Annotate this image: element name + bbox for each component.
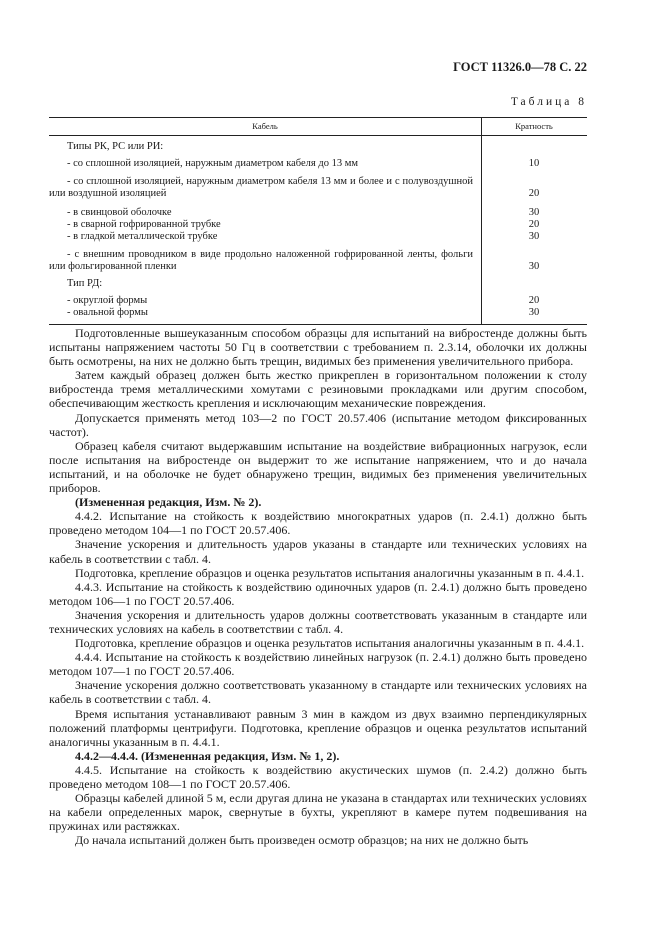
row-value: 30 <box>528 307 540 318</box>
row-value: 30 <box>528 261 540 272</box>
paragraph: Время испытания устанавливают равным 3 мин в каждом из двух взаимно перпендикулярных положений платформы центрифуги. Подготовка, крепление образцов и оценка результатов испытаний аналогичны указанным в п. 4.4.1. <box>49 706 587 749</box>
row-label: - овальной формы <box>67 307 148 318</box>
column-header-krat: Кратность <box>515 121 553 131</box>
paragraph: Подготовка, крепление образцов и оценка результатов испытания аналогичны указанным в п. 4.4.1. <box>75 565 585 580</box>
row-value: 10 <box>528 158 540 169</box>
paragraph: 4.4.3. Испытание на стойкость к воздействию одиночных ударов (п. 2.4.1) должно быть проведено методом 106—1 по ГОСТ 20.57.406. <box>49 579 587 608</box>
paragraph: Значение ускорения и длительность ударов указаны в стандарте или технических условиях на кабель в соответствии с табл. 4. <box>49 537 587 566</box>
paragraph: Образцы кабелей длиной 5 м, если другая длина не указана в стандартах или технических условиях на кабели определенных марок, свернутые в бухты, укрепляют в камере путем подвешивания на пружинах или растяжках. <box>49 791 587 834</box>
row-value: 30 <box>528 207 540 218</box>
paragraph: 4.4.5. Испытание на стойкость к воздействию акустических шумов (п. 2.4.2) должно быть проведено методом 108—1 по ГОСТ 20.57.406. <box>49 762 587 791</box>
row-value: 30 <box>528 231 540 242</box>
table-8 <box>49 117 587 325</box>
row-label: - в сварной гофрированной трубке <box>67 219 221 230</box>
row-label: - в гладкой металлической трубке <box>67 231 218 242</box>
row-value: 20 <box>528 188 540 199</box>
body-text <box>49 326 587 847</box>
row-value: 20 <box>528 295 540 306</box>
row-label: - в свинцовой оболочке <box>67 207 172 218</box>
paragraph: Подготовка, крепление образцов и оценка результатов испытания аналогичны указанным в п. 4.4.1. <box>75 636 585 651</box>
page-header: ГОСТ 11326.0—78 С. 22 <box>453 60 587 74</box>
paragraph: До начала испытаний должен быть произведен осмотр образцов; на них не должно быть <box>75 833 529 848</box>
row-value: 20 <box>528 219 540 230</box>
row-label: - со сплошной изоляцией, наружным диаметром кабеля до 13 мм <box>67 158 358 169</box>
paragraph: Подготовленные вышеуказанным способом образцы для испытаний на вибростенде должны быть испытаны напряжением частоты 50 Гц в соответствии с требованием п. 2.3.14, оболочки их должны быть осмотрены, на них не должно быть трещин, видимых без применения увеличительного прибора. <box>49 326 587 369</box>
column-header-cable: Кабель <box>252 121 278 131</box>
row-label: - с внешним проводником в виде продольно наложенной гофрированной ленты, фольги или фольгированной пленки <box>49 249 473 272</box>
paragraph: Значения ускорения и длительность ударов должны соответствовать указанным в стандарте или технических условиях на кабель в соответствии с табл. 4. <box>49 607 587 636</box>
row-label: - округлой формы <box>67 295 148 306</box>
paragraph: 4.4.4. Испытание на стойкость к воздействию линейных нагрузок (п. 2.4.1) должно быть проведено методом 107—1 по ГОСТ 20.57.406. <box>49 650 587 679</box>
table-number: Таблица 8 <box>510 96 587 108</box>
paragraph: 4.4.2. Испытание на стойкость к воздействию многократных ударов (п. 2.4.1) должно быть проведено методом 104—1 по ГОСТ 20.57.406. <box>49 509 587 538</box>
revision-note: (Измененная редакция, Изм. № 2). <box>75 495 262 510</box>
paragraph: Образец кабеля считают выдержавшим испытание на воздействие вибрационных нагрузок, если после испытания на вибростенде он выдержит то же испытание напряжением, что и до начала испытаний, и на оболочке не будет обнаружено трещин, видимых без применения увеличительных приборов. <box>49 438 587 496</box>
paragraph: Допускается применять метод 103—2 по ГОСТ 20.57.406 (испытание методом фиксированных частот). <box>49 410 587 439</box>
paragraph: Затем каждый образец должен быть жестко прикреплен в горизонтальном положении к столу вибростенда тремя металлическими хомутами с резиновыми прокладками или другим способом, обеспечивающим жесткость крепления и исключающим механические повреждения. <box>49 368 587 411</box>
row-label: Тип РД: <box>67 278 103 289</box>
table-header-row <box>49 118 587 136</box>
paragraph: Значение ускорения должно соответствовать указанному в стандарте или технических условиях на кабель в соответствии с табл. 4. <box>49 678 587 707</box>
row-label: Типы РК, РС или РИ: <box>67 141 164 152</box>
revision-note: 4.4.2—4.4.4. (Измененная редакция, Изм. № 1, 2). <box>75 748 340 763</box>
row-label: - со сплошной изоляцией, наружным диаметром кабеля 13 мм и более и с полувоздушной или воздушной изоляцией <box>49 176 473 199</box>
